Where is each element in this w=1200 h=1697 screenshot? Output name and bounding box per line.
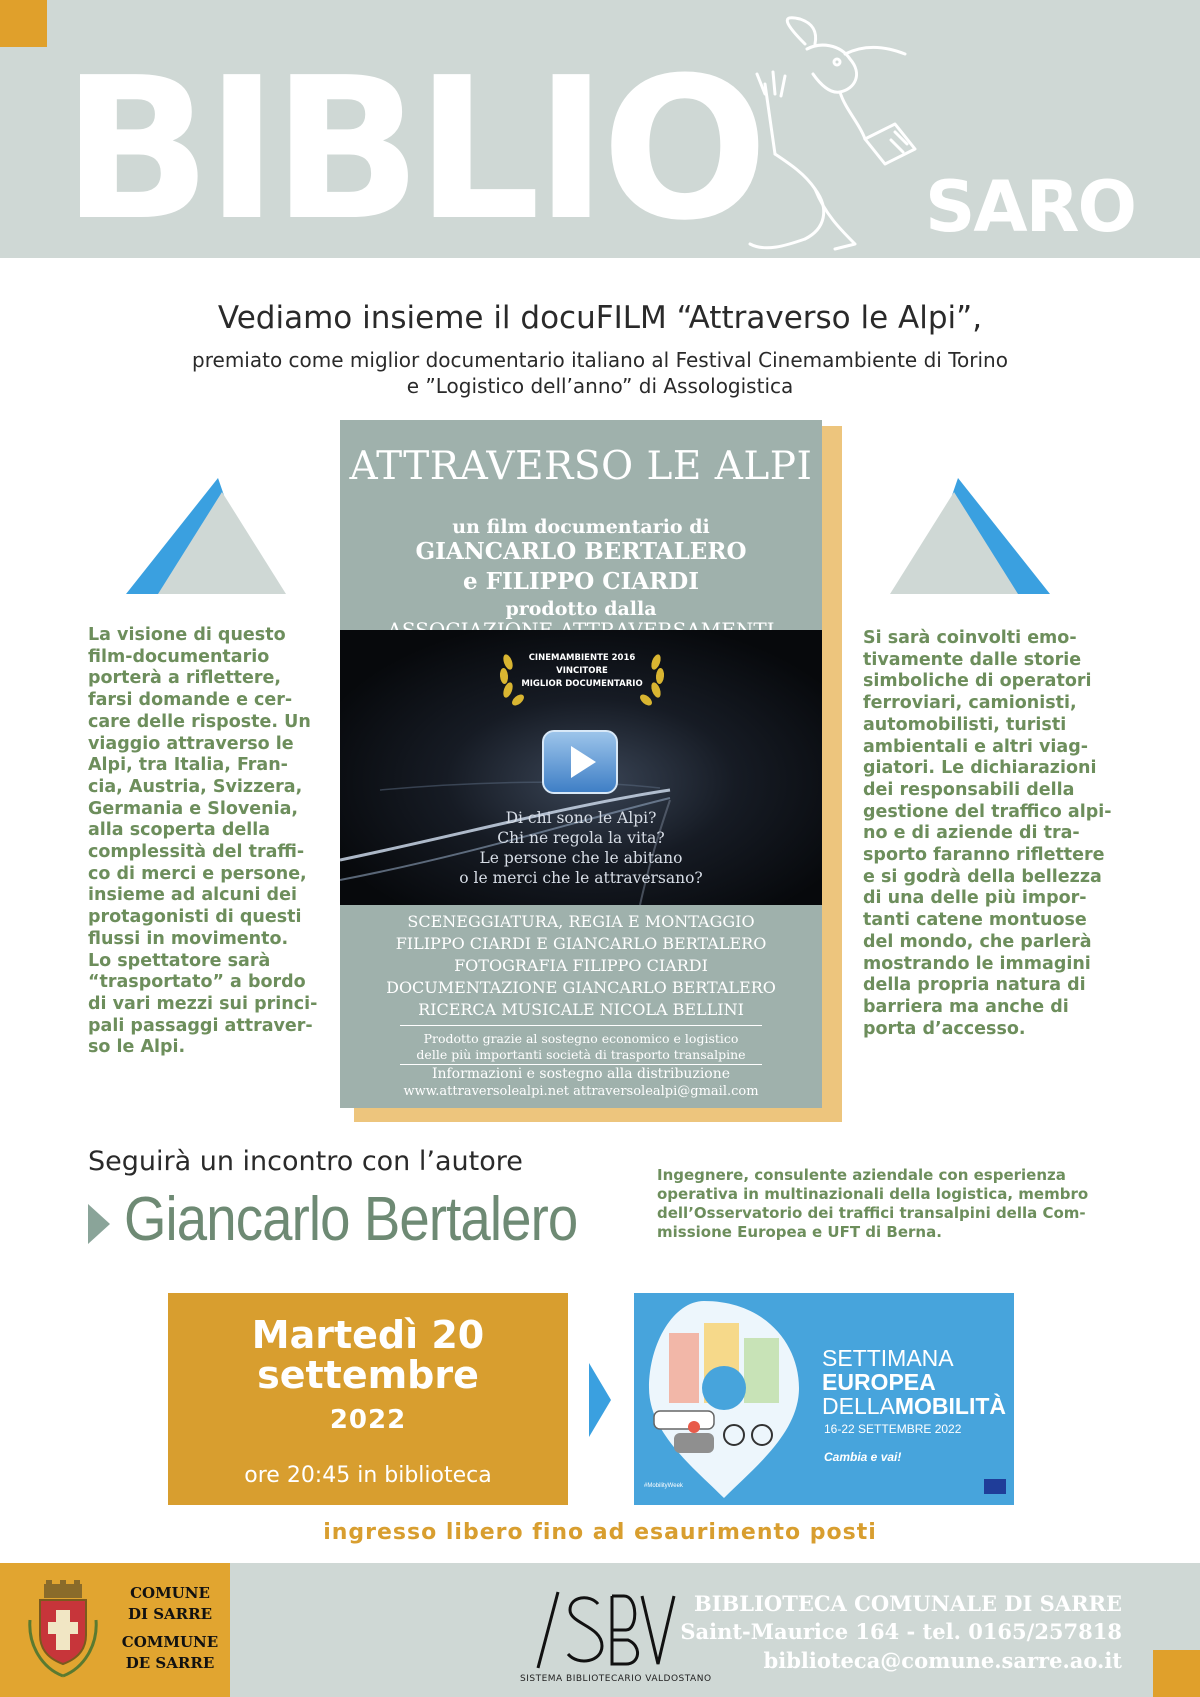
chevron-right-icon [88,1204,110,1244]
left-line: viaggio attraverso le [88,733,294,754]
film-video-frame[interactable] [340,630,822,905]
municipality-line-4: DE SARRE [125,1654,215,1672]
left-line: pali passaggi attraver- [88,1015,313,1036]
poster-info-2: www.attraversolealpi.net attraversolealpi@gmail.com [403,1084,759,1099]
saro-wordmark: SARO [925,166,1135,248]
poster-divider [400,1025,762,1026]
right-line: della propria natura di [863,975,1086,996]
right-line: e si godrà della bellezza [863,866,1102,887]
event-month: settembre [257,1353,479,1397]
poster-info-1: Informazioni e sostegno alla distribuzione [431,1066,731,1082]
library-address: Saint-Maurice 164 - tel. 0165/257818 [680,1619,1122,1644]
mobility-title-2: EUROPEA [822,1369,936,1395]
poster-question-2: Chi ne regola la vita? [497,829,665,847]
right-line: porta d’accesso. [863,1018,1026,1039]
credit-line-3: FOTOGRAFIA FILIPPO CIARDI [454,956,708,975]
municipality-line-1: COMUNE [130,1584,210,1602]
right-line: sporto faranno riflettere [863,845,1105,866]
corner-accent [1153,1650,1200,1697]
mobility-title-1: SETTIMANA [822,1345,954,1371]
left-line: insieme ad alcuni dei [88,885,297,906]
bio-line: missione Europea e UFT di Berna. [657,1223,942,1241]
map-pin-icon [634,1293,824,1505]
left-line: Alpi, tra Italia, Fran- [88,755,288,776]
mobility-title-3b: MOBILITÀ [894,1393,1007,1419]
right-line: tivamente dalle storie [863,649,1082,670]
sbv-caption: SISTEMA BIBLIOTECARIO VALDOSTANO [520,1674,712,1684]
municipality-line-3: COMMUNE [121,1633,219,1651]
library-name: BIBLIOTECA COMUNALE DI SARRE [693,1591,1122,1616]
municipal-crest-icon [24,1580,102,1680]
right-line: tanti catene montuose [863,910,1087,931]
award-line-3: MIGLIOR DOCUMENTARIO [521,679,643,689]
credit-line-4: DOCUMENTAZIONE GIANCARLO BERTALERO [386,978,776,997]
intro-subtitle-2: e ”Logistico dell’anno” di Assologistica [406,374,794,398]
mobility-week-card [634,1293,1014,1505]
right-line: ferroviari, camionisti, [863,693,1077,714]
intro-title: Vediamo insieme il docuFILM “Attraverso le Alpi”, [217,300,983,336]
play-icon [544,732,616,792]
credit-line-2: FILIPPO CIARDI E GIANCARLO BERTALERO [395,934,767,953]
intro-subtitle-1: premiato come miglior documentario italiano al Festival Cinemambiente di Torino [192,348,1008,372]
credit-line-5: RICERCA MUSICALE NICOLA BELLINI [418,1000,744,1019]
right-line: Si sarà coinvolti emo- [863,628,1077,648]
right-line: no e di aziende di tra- [863,823,1080,844]
left-line: cia, Austria, Svizzera, [88,776,303,797]
award-line-2: VINCITORE [556,666,608,676]
left-line: complessità del traffi- [88,842,305,863]
right-line: automobilisti, turisti [863,714,1067,735]
event-time: ore 20:45 in biblioteca [244,1463,492,1488]
event-year: 2022 [329,1405,407,1435]
library-email[interactable]: biblioteca@comune.sarre.ao.it [763,1648,1122,1673]
right-line: mostrando le immagini [863,953,1091,974]
poster-divider [400,1064,762,1065]
mountain-right-icon [890,478,1050,594]
author-bio [657,1166,1115,1242]
film-poster [340,420,822,1108]
mobility-dates: 16-22 SETTEMBRE 2022 [824,1422,962,1436]
mobility-hashtag: #MobilityWeek [644,1483,683,1489]
mobility-slogan: Cambia e vai! [824,1450,902,1464]
right-line: gestione del traffico alpi- [863,801,1112,822]
poster-note-1: Prodotto grazie al sostegno economico e logistico [423,1031,739,1046]
poster-director-1: GIANCARLO BERTALERO [415,538,747,565]
left-line: La visione di questo [88,625,286,645]
poster-title: ATTRAVERSO LE ALPI [349,444,813,489]
right-line: simboliche di operatori [863,671,1092,692]
mobility-title-3 [822,1393,1006,1420]
meeting-announcement: Seguirà un incontro con l’autore [88,1146,523,1177]
right-line: barriera ma anche di [863,996,1069,1017]
right-line: del mondo, che parlerà [863,931,1092,952]
mobility-title-3a: DELLA [822,1393,895,1419]
left-line: “trasportato” a bordo [88,972,306,993]
poster-director-2: e FILIPPO CIARDI [462,568,700,595]
poster-question-1: Di chi sono le Alpi? [505,809,657,827]
arrow-right-icon [589,1363,611,1437]
poster-subtitle: un film documentario di [452,516,710,538]
left-line: protagonisti di questi [88,907,302,928]
left-line: di vari mezzi sui princi- [88,993,318,1014]
credit-line-1: SCENEGGIATURA, REGIA E MONTAGGIO [407,912,755,931]
right-line: di una delle più impor- [863,888,1087,909]
corner-accent [0,0,47,47]
mountain-left-icon [126,478,286,594]
author-name: Giancarlo Bertalero [124,1185,578,1254]
eu-flag-icon [984,1479,1006,1494]
biblio-wordmark: BIBLIO [62,36,763,264]
devil-reading-mascot-icon [745,14,935,259]
bio-line: Ingegnere, consulente aziendale con esperienza [657,1166,1066,1184]
left-line: porterà a riflettere, [88,668,282,689]
right-line: giatori. Le dichiarazioni [863,758,1097,779]
award-line-1: CINEMAMBIENTE 2016 [528,653,636,663]
left-line: flussi in movimento. [88,928,289,949]
right-description [863,628,1133,1040]
right-line: dei responsabili della [863,779,1075,800]
left-line: so le Alpi. [88,1037,186,1058]
municipality-line-2: DI SARRE [127,1605,213,1623]
bio-line: operativa in multinazionali della logistica, membro [657,1185,1089,1203]
event-date-box [168,1293,568,1505]
left-line: care delle risposte. Un [88,711,311,732]
left-line: Lo spettatore sarà [88,950,271,971]
poster-produced-by: prodotto dalla [505,598,657,620]
poster-question-4: o le merci che le attraversano? [459,869,703,887]
event-day: Martedì 20 [251,1313,485,1357]
left-line: alla scoperta della [88,820,271,841]
left-description [88,625,338,1059]
left-line: farsi domande e cer- [88,690,293,711]
left-line: co di merci e persone, [88,863,307,884]
bio-line: dell’Osservatorio dei traffici transalpini della Com- [657,1204,1086,1222]
free-entry-note: ingresso libero fino ad esaurimento posti [323,1520,877,1545]
left-line: Germania e Slovenia, [88,798,299,819]
poster-note-2: delle più importanti società di trasporto transalpine [416,1047,746,1062]
poster-question-3: Le persone che le abitano [479,849,683,867]
right-line: ambientali e altri viag- [863,736,1089,757]
play-button[interactable] [542,730,618,794]
left-line: film-documentario [88,646,270,667]
